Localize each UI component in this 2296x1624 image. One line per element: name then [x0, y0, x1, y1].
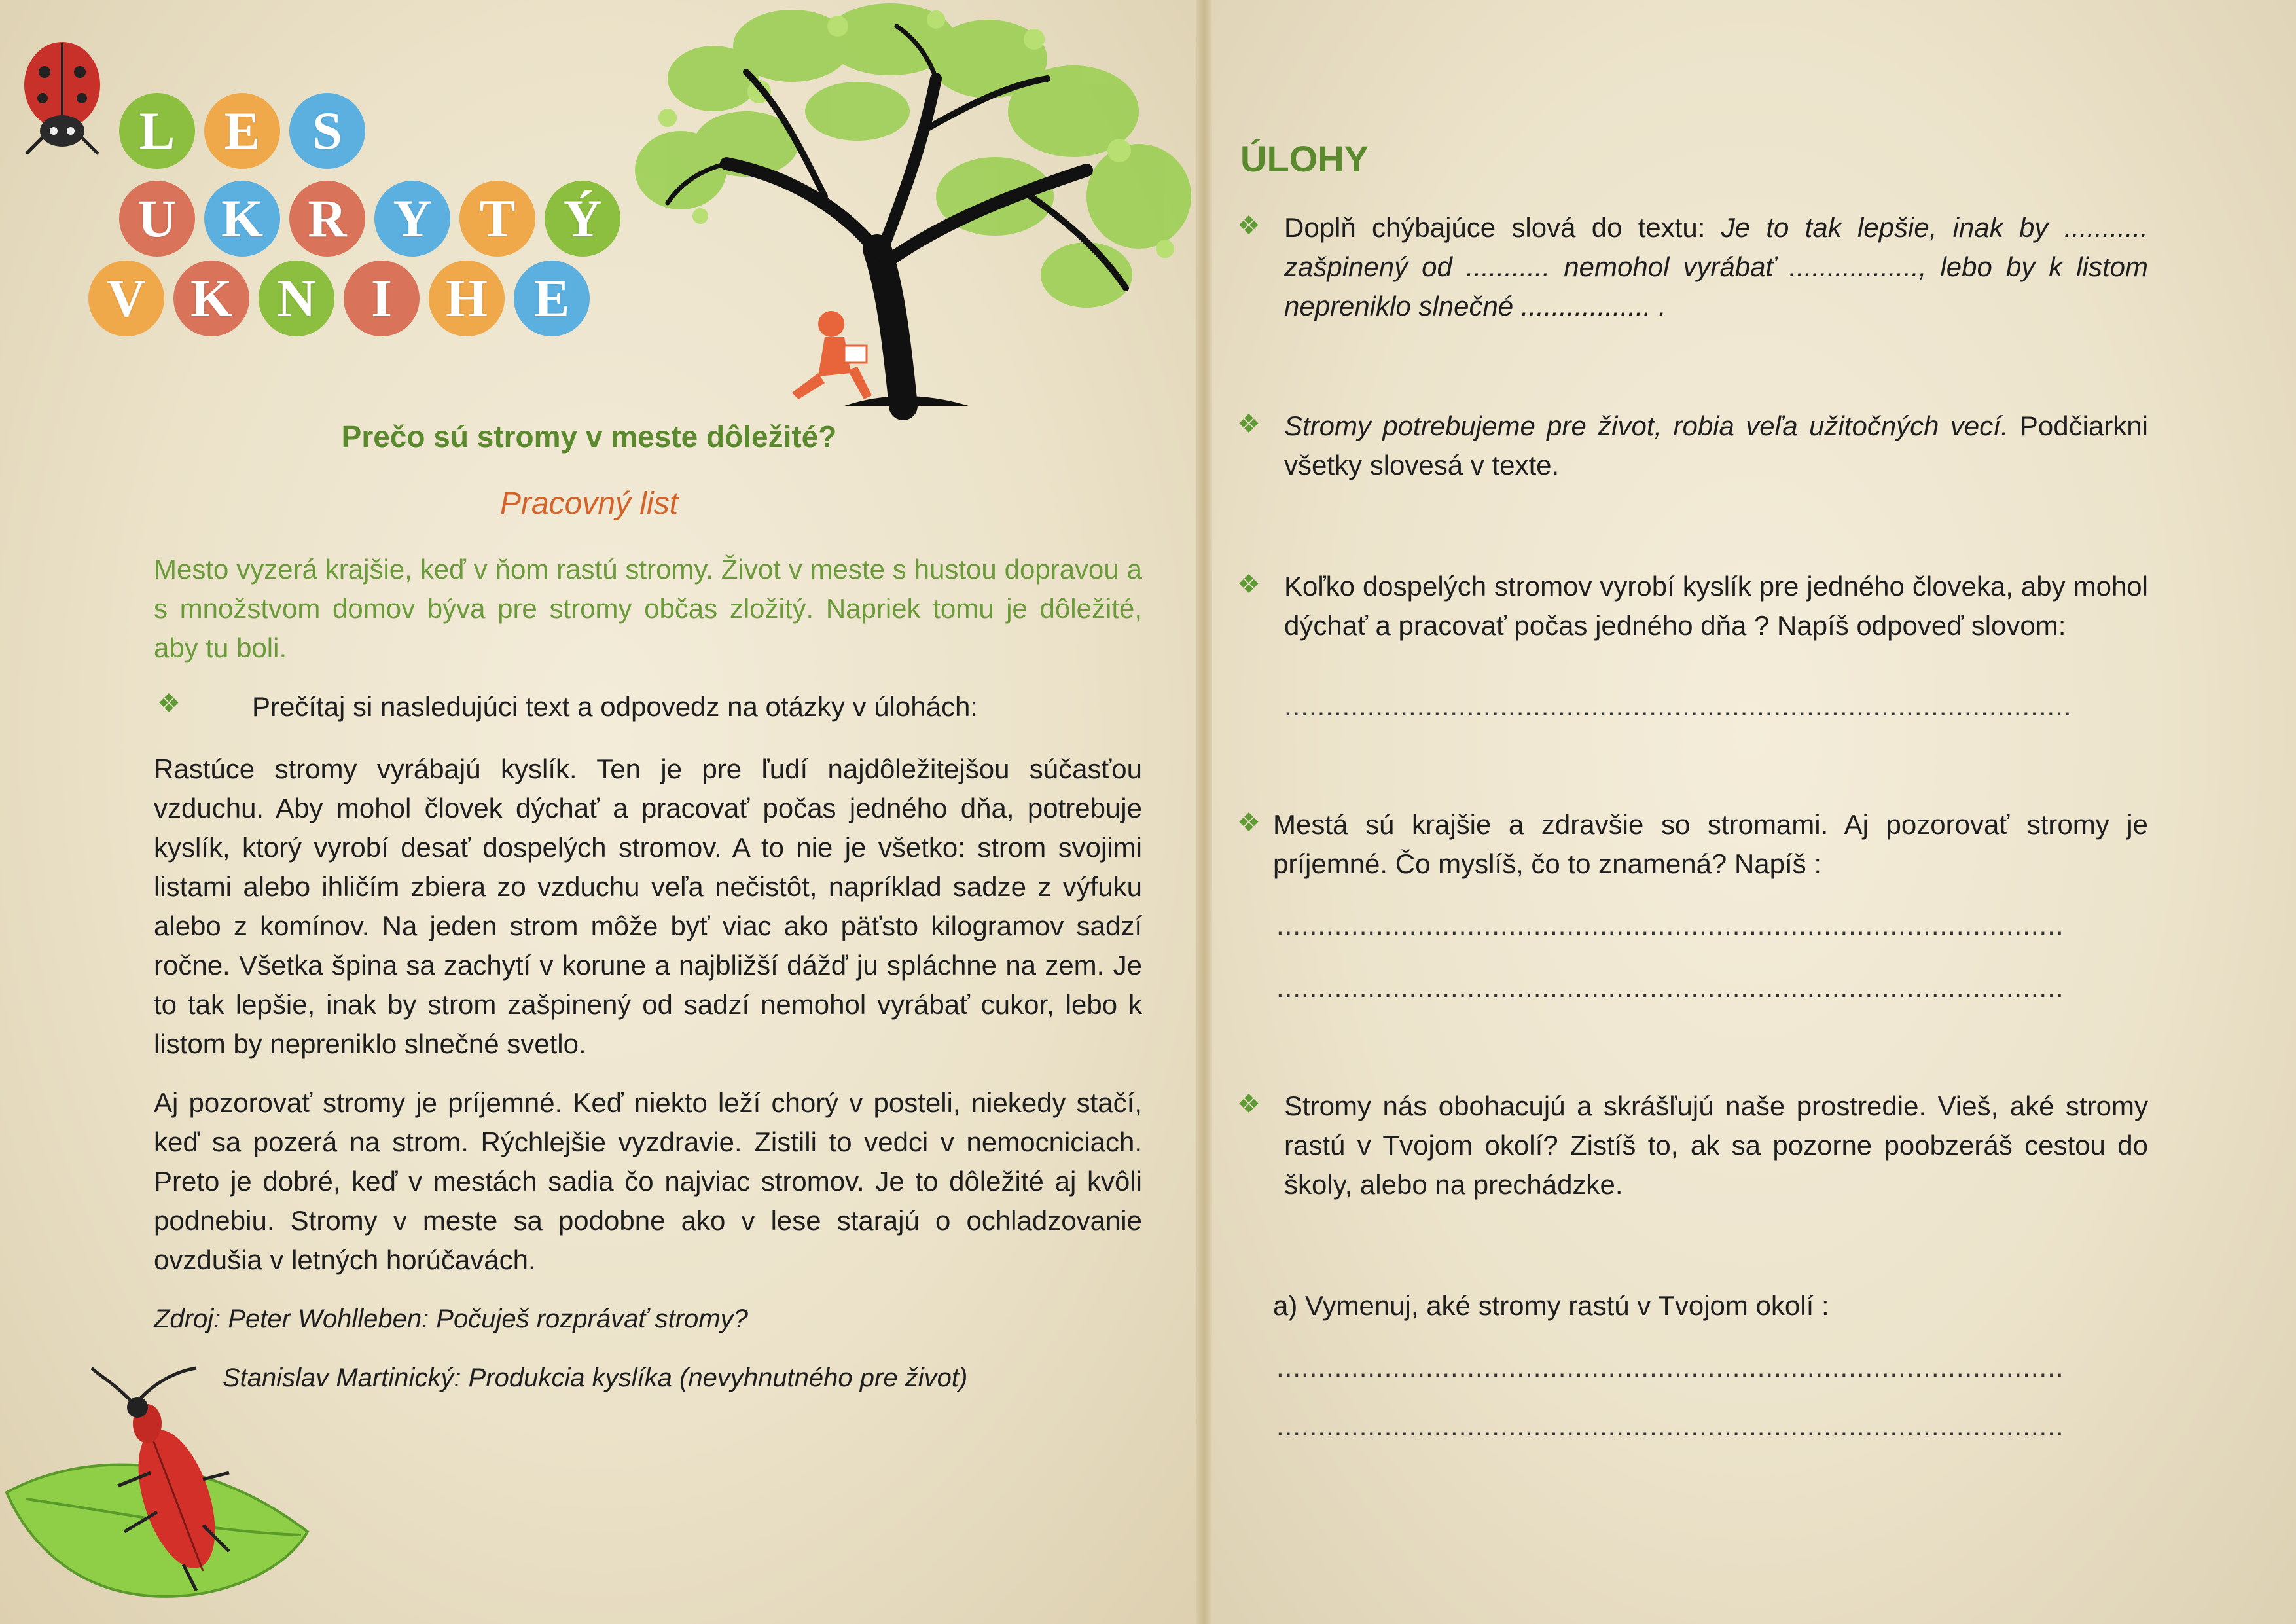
task-2-sentence[interactable]: Stromy potrebujeme pre život, robia veľa užitočných vecí. — [1284, 410, 2009, 441]
task-5a: a) Vymenuj, aké stromy rastú v Tvojom okolí : — [1273, 1290, 1829, 1321]
ladybug-icon — [13, 33, 111, 157]
answer-line[interactable]: ............................................................................................... — [1276, 1411, 2064, 1441]
tree-illustration — [628, 0, 1204, 425]
page-subtitle: Pracovný list — [499, 486, 679, 521]
task-2 — [1284, 406, 2148, 485]
instruction-text: Prečítaj si nasledujúci text a odpovedz na otázky v úlohách: — [252, 691, 978, 722]
logo-row-1 — [119, 93, 374, 169]
logo-letter: V — [88, 261, 164, 336]
diamond-bullet-icon: ❖ — [157, 689, 181, 718]
logo-letter: S — [289, 93, 365, 169]
logo-letter: N — [259, 261, 334, 336]
logo-letter: T — [459, 181, 535, 257]
task-1-instruction: Doplň chýbajúce slová do textu: — [1284, 212, 1721, 243]
logo-letter: H — [429, 261, 505, 336]
main-paragraph-1: Rastúce stromy vyrábajú kyslík. Ten je pre ľudí najdôležitejšou súčasťou vzduchu. Aby mohol človek dýchať a pracovať počas jedného dňa, potrebuje kyslík, ktorý vyrobí desať dospelých stromov. A to nie je všetko: strom svojimi listami alebo ihličím zbiera zo vzduchu veľa nečistôt, napríklad sadze z výfuku alebo z komínov. Na jeden strom môže byť viac ako päťsto kilogramov sadzí ročne. Všetka špina sa zachytí v korune a najbližší dážď ju spláchne na zem. Je to tak lepšie, inak by strom zašpinený od sadzí nemohol vyrábať cukor, lebo k listom by nepreniklo slnečné svetlo. — [154, 753, 1142, 1059]
task-4: Mestá sú krajšie a zdravšie so stromami. Aj pozorovať stromy je príjemné. Čo myslíš, čo to znamená? Napíš : — [1273, 809, 2148, 879]
page-title: Prečo sú stromy v meste dôležité? — [341, 420, 837, 454]
diamond-bullet-icon: ❖ — [1237, 808, 1261, 837]
diamond-bullet-icon: ❖ — [1237, 211, 1261, 240]
diamond-bullet-icon: ❖ — [1237, 570, 1261, 599]
answer-line[interactable]: ............................................................................................... — [1276, 1352, 2064, 1382]
task-2-instruction: Podčiarkni všetky slovesá v texte. — [1284, 410, 2148, 480]
task-1-fill-text[interactable]: Je to tak lepšie, inak by ........... zašpinený od ........... nemohol vyrábať ................., lebo by k listom nepreniklo slnečné ................. . — [1284, 212, 2148, 321]
source-line-2: Stanislav Martinický: Produkcia kyslíka (nevyhnutného pre život) — [223, 1363, 968, 1392]
logo-letter: E — [204, 93, 280, 169]
task-1 — [1284, 208, 2148, 326]
logo-letter: K — [204, 181, 280, 257]
main-paragraph-2: Aj pozorovať stromy je príjemné. Keď niekto leží chorý v posteli, niekedy stačí, keď sa pozerá na strom. Rýchlejšie vyzdravie. Zistili to vedci v nemocniciach. Preto je dobré, keď v mestách sadia čo najviac stromov. Je to dôležité aj kvôli podnebiu. Stromy v meste sa podobne ako v lese starajú o ochladzovanie ovzdušia v letných horúčavách. — [154, 1087, 1142, 1275]
logo-letter: L — [119, 93, 195, 169]
logo-letter: R — [289, 181, 365, 257]
task-3: Koľko dospelých stromov vyrobí kyslík pre jedného človeka, aby mohol dýchať a pracovať počas jedného dňa ? Napíš odpoveď slovom: — [1284, 571, 2148, 641]
tasks-heading: ÚLOHY — [1240, 138, 1369, 179]
answer-line[interactable]: ............................................................................................... — [1276, 910, 2064, 941]
logo-letter: Y — [374, 181, 450, 257]
logo-letter: I — [344, 261, 420, 336]
logo-letter: U — [119, 181, 195, 257]
logo-letter: K — [173, 261, 249, 336]
task-5: Stromy nás obohacujú a skrášľujú naše prostredie. Vieš, aké stromy rastú v Tvojom okolí? Zistíš to, ak sa pozorne poobzeráš cestou do školy, alebo na prechádzke. — [1284, 1091, 2148, 1200]
source-line-1: Zdroj: Peter Wohlleben: Počuješ rozprávať stromy? — [154, 1305, 748, 1333]
diamond-bullet-icon: ❖ — [1237, 410, 1261, 439]
answer-line[interactable]: ............................................................................................... — [1276, 972, 2064, 1003]
logo-row-2 — [119, 181, 630, 257]
beetle-on-leaf-icon — [0, 1362, 327, 1623]
intro-paragraph: Mesto vyzerá krajšie, keď v ňom rastú stromy. Život v meste s hustou dopravou a s množstvom domov býva pre stromy občas zložitý. Napriek tomu je dôležité, aby tu boli. — [154, 554, 1142, 663]
answer-line[interactable]: ............................................................................................... — [1284, 691, 2072, 721]
logo-row-3 — [88, 261, 599, 336]
diamond-bullet-icon: ❖ — [1237, 1090, 1261, 1119]
logo-letter: Ý — [545, 181, 620, 257]
logo-letter: E — [514, 261, 590, 336]
